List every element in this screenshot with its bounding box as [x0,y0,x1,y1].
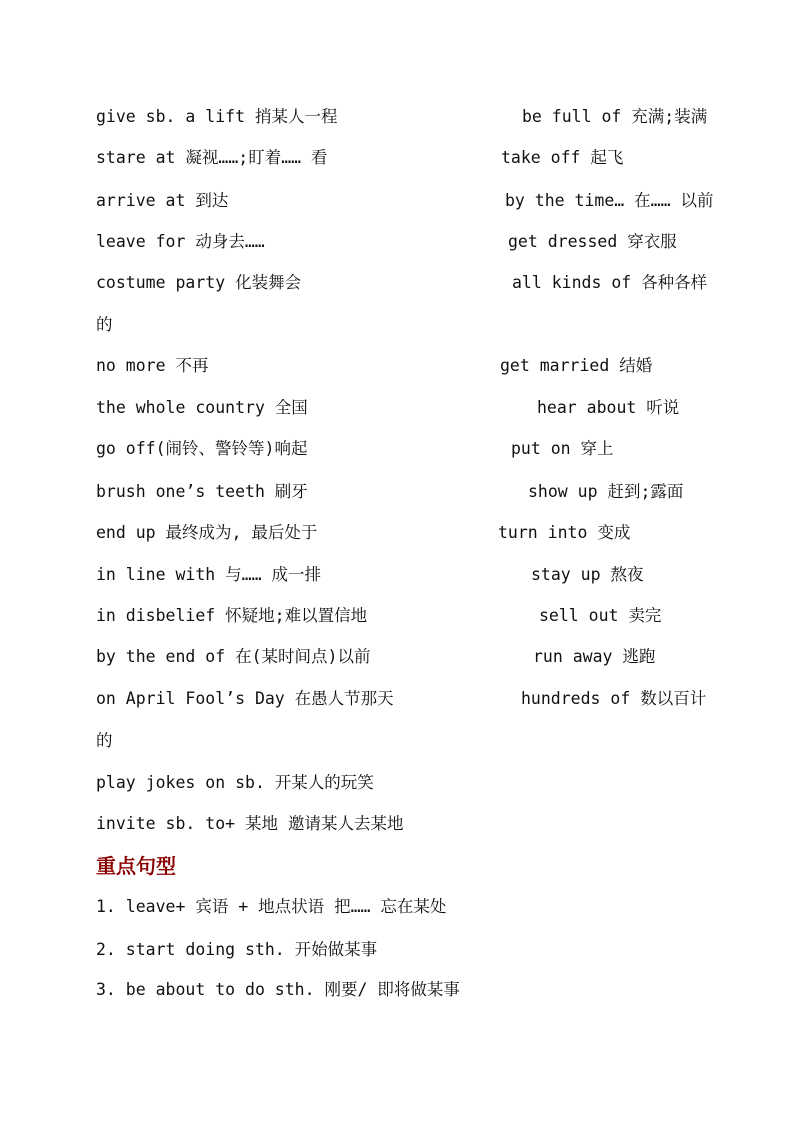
phrase-row [0,604,794,628]
phrase-right: run away 逃跑 [533,647,656,666]
phrase-row [0,146,794,170]
phrase-right: get dressed 穿衣服 [508,232,677,251]
phrase-left: arrive at 到达 [96,191,229,210]
phrase-left: leave for 动身去…… [96,232,265,251]
phrase-row [0,812,794,836]
phrase-row [0,480,794,504]
phrase-row [0,521,794,545]
phrase-right: all kinds of 各种各样 [512,273,708,292]
phrase-row [0,189,794,213]
phrase-left: 的 [96,315,113,334]
phrase-left: no more 不再 [96,356,209,375]
phrase-left: by the end of 在(某时间点)以前 [96,647,371,666]
phrase-row [0,313,794,337]
phrase-right: put on 穿上 [511,439,614,458]
phrase-left: play jokes on sb. 开某人的玩笑 [96,773,374,792]
phrase-left: the whole country 全国 [96,398,308,417]
phrase-row [0,396,794,420]
phrase-left: stare at 凝视……;盯着…… 看 [96,148,328,167]
phrase-left: invite sb. to+ 某地 邀请某人去某地 [96,814,404,833]
phrase-left: costume party 化装舞会 [96,273,302,292]
phrase-right: get married 结婚 [500,356,653,375]
phrase-row [0,230,794,254]
phrase-row [0,729,794,753]
sentence-row [0,938,794,962]
phrase-right: turn into 变成 [498,523,631,542]
phrase-left: end up 最终成为, 最后处于 [96,523,318,542]
sentence-row [0,978,794,1002]
phrase-right: stay up 熬夜 [531,565,644,584]
phrase-row [0,271,794,295]
phrase-row [0,771,794,795]
phrase-right: hundreds of 数以百计 [521,689,707,708]
phrase-left: in line with 与…… 成一排 [96,565,321,584]
phrase-left: in disbelief 怀疑地;难以置信地 [96,606,368,625]
phrase-row [0,563,794,587]
sentence-row [0,895,794,919]
phrase-left: brush one’s teeth 刷牙 [96,482,308,501]
section-heading: 重点句型 [96,854,176,878]
sentence-pattern: 2. start doing sth. 开始做某事 [96,940,378,959]
phrase-left: 的 [96,731,113,750]
phrase-left: go off(闹铃、警铃等)响起 [96,439,308,458]
phrase-row [0,354,794,378]
phrase-row [0,645,794,669]
phrase-row [0,105,794,129]
phrase-left: on April Fool’s Day 在愚人节那天 [96,689,394,708]
phrase-right: show up 赶到;露面 [528,482,684,501]
phrase-right: sell out 卖完 [539,606,662,625]
phrase-left: give sb. a lift 捎某人一程 [96,107,338,126]
phrase-right: hear about 听说 [537,398,680,417]
phrase-right: take off 起飞 [501,148,624,167]
phrase-row [0,687,794,711]
phrase-right: by the time… 在…… 以前 [505,191,714,210]
phrase-row [0,437,794,461]
phrase-right: be full of 充满;装满 [522,107,708,126]
sentence-pattern: 1. leave+ 宾语 + 地点状语 把…… 忘在某处 [96,897,447,916]
sentence-pattern: 3. be about to do sth. 刚要/ 即将做某事 [96,980,460,999]
